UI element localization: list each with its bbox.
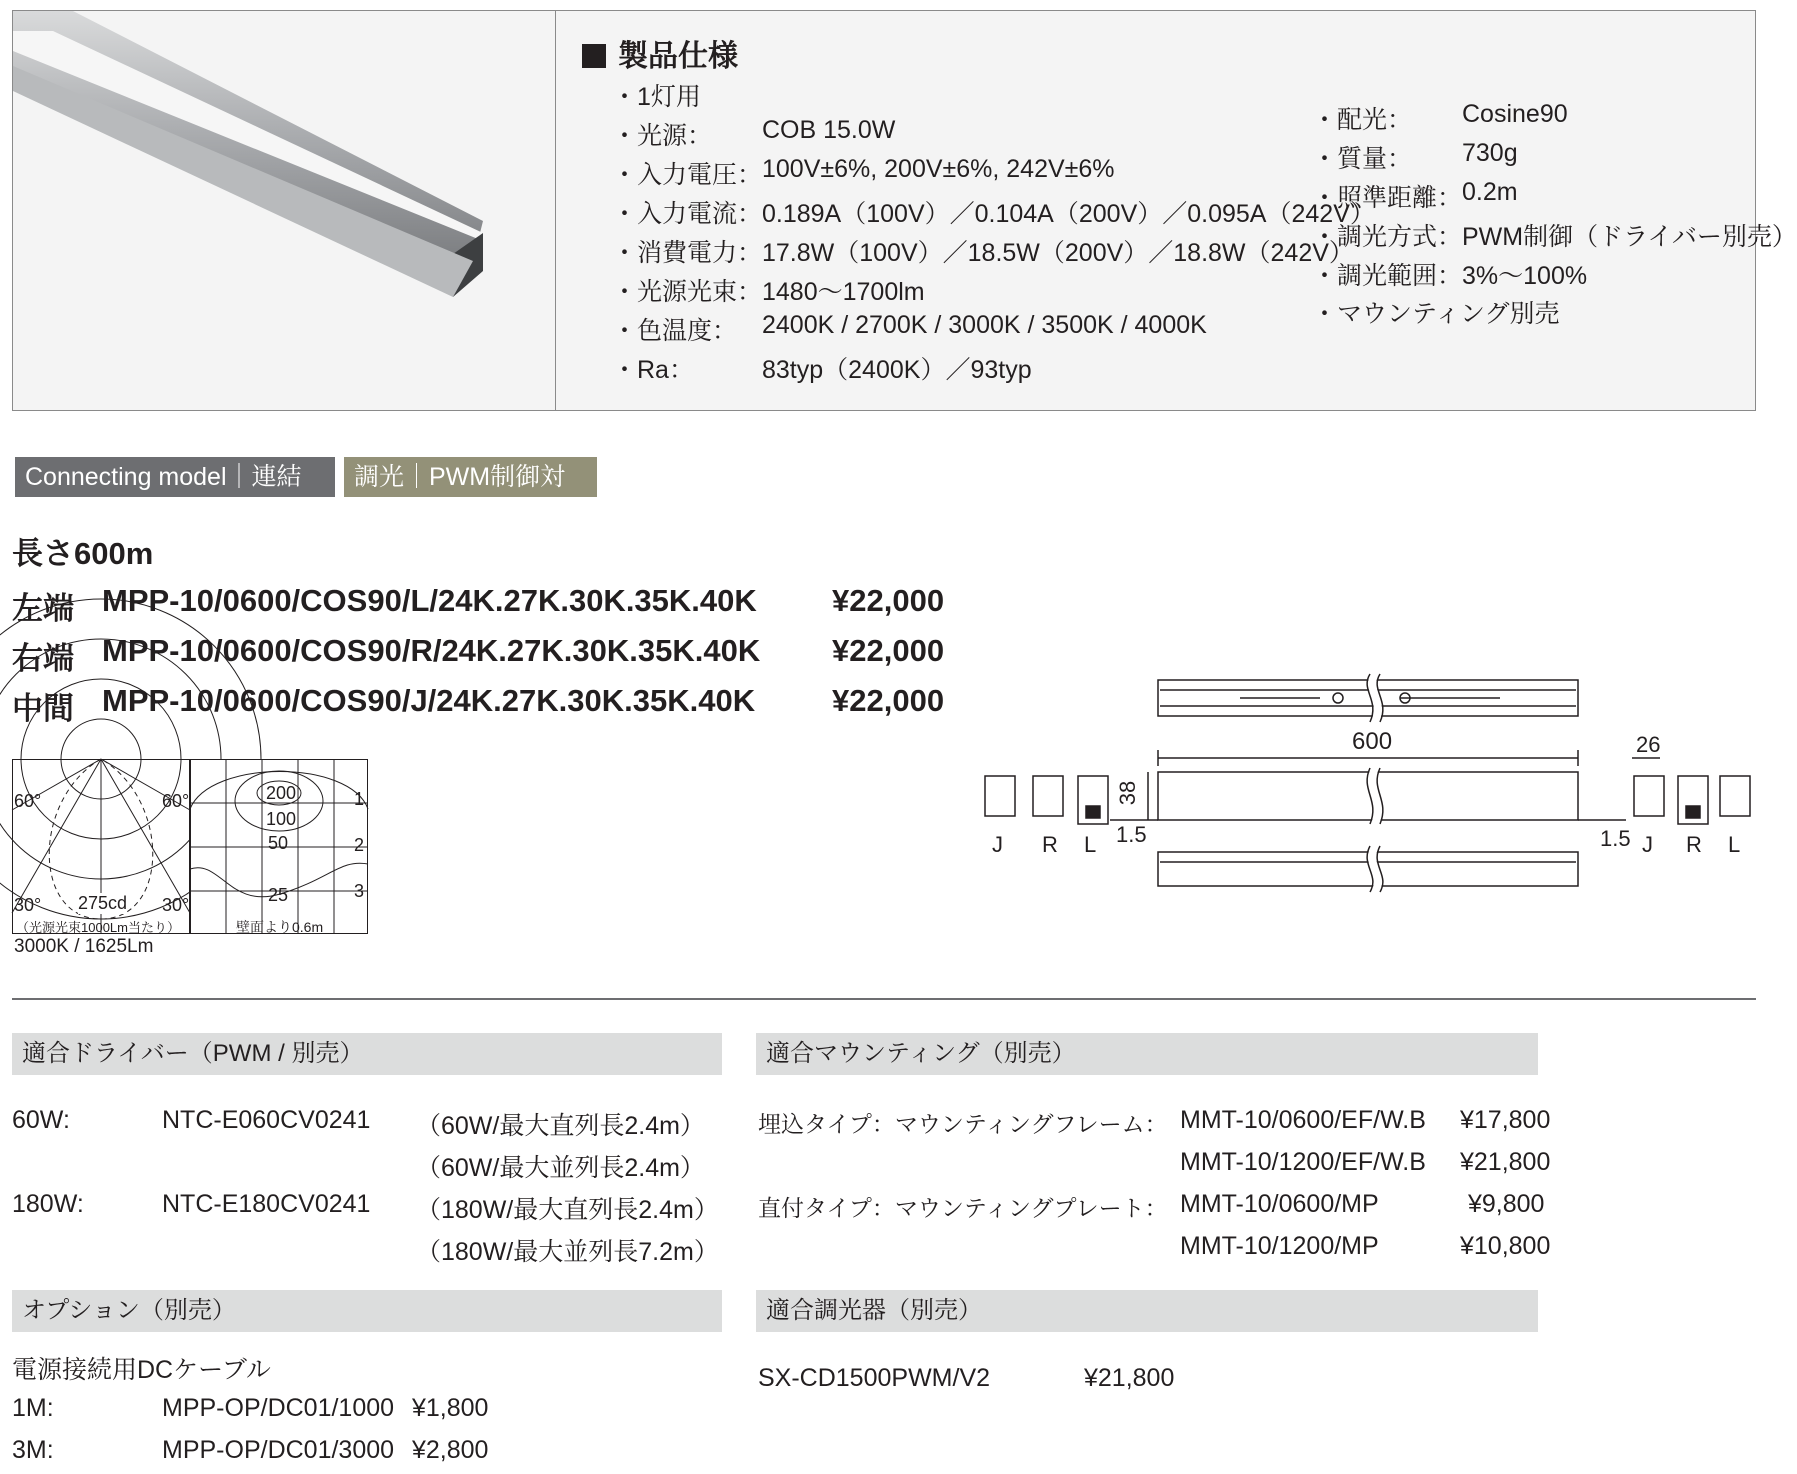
angle-left-60: 60° <box>14 791 42 811</box>
spec-key: ・Ra： <box>612 356 694 384</box>
option-1m-len: 1M: <box>12 1394 54 1422</box>
illuminance-diagram <box>190 759 370 940</box>
spec-panel <box>555 10 1797 411</box>
option-1m-price: ¥1,800 <box>412 1394 489 1422</box>
mounting-embed-price-2: ¥21,800 <box>1460 1148 1551 1176</box>
model-code: MPP-10/0600/COS90/L/24K.27K.30K.35K.40K <box>102 583 757 618</box>
luminaire-photo <box>13 11 557 412</box>
spec-value: 730g <box>1462 139 1518 167</box>
distance-3: 3 <box>354 881 365 901</box>
polar-scale: 275cd <box>78 893 128 913</box>
dimming-badge: 調光｜PWM制御対応 <box>344 457 597 497</box>
driver-60-note-1: （60W/最大直列長2.4m） <box>416 1112 705 1140</box>
square-icon <box>582 44 606 68</box>
driver-180-w: 180W: <box>12 1190 84 1218</box>
end-right-r: R <box>1686 832 1702 857</box>
model-position: 右端 <box>12 641 74 676</box>
angle-right-60: 60° <box>162 791 190 811</box>
dimmer-section-title: 適合調光器（別売） <box>756 1290 1538 1332</box>
angle-right-30: 30° <box>162 895 190 915</box>
mounting-embed-code-2: MMT-10/1200/EF/W.B <box>1180 1148 1426 1176</box>
driver-180-note-1: （180W/最大直列長2.4m） <box>416 1196 719 1224</box>
dim-gap-right: 1.5 <box>1600 826 1631 851</box>
dim-height: 38 <box>1115 780 1141 806</box>
mounting-embed-type: 埋込タイプ：マウンティングフレーム： <box>758 1111 1168 1137</box>
spec-mounting-note: ・マウンティング別売 <box>1312 300 1560 328</box>
model-row <box>12 633 992 676</box>
option-1m-code: MPP-OP/DC01/1000 <box>162 1394 395 1422</box>
model-position: 中間 <box>12 691 74 726</box>
divider <box>12 998 1756 1000</box>
spec-value: 100V±6%, 200V±6%, 242V±6% <box>762 155 1115 183</box>
contour-100: 100 <box>266 809 297 829</box>
connecting-model-badge: Connecting model｜連結用 <box>15 457 335 497</box>
spec-value: 3%〜100% <box>1462 262 1588 290</box>
model-row <box>12 683 992 726</box>
spec-key: ・配光： <box>1312 106 1413 134</box>
spec-value: 1480〜1700lm <box>762 278 925 306</box>
dim-gap-left: 1.5 <box>1116 822 1147 847</box>
spec-value: 2400K / 2700K / 3000K / 3500K / 4000K <box>762 311 1207 339</box>
polar-note: （光源光束1000Lm当たり） <box>16 920 180 935</box>
spec-value: 0.189A（100V）／0.104A（200V）／0.095A（242V） <box>762 200 1375 228</box>
spec-usage: ・1灯用 <box>612 83 701 111</box>
dimension-drawing <box>980 670 1750 915</box>
option-3m-price: ¥2,800 <box>412 1436 489 1464</box>
spec-key: ・質量： <box>1312 145 1413 173</box>
end-right-j: J <box>1642 832 1653 857</box>
spec-key: ・光源光束： <box>612 278 763 306</box>
end-left-j: J <box>992 832 1003 857</box>
spec-key: ・光源： <box>612 122 713 150</box>
end-left-l: L <box>1084 832 1097 857</box>
spec-key: ・調光方式： <box>1312 223 1463 251</box>
driver-60-w: 60W: <box>12 1106 70 1134</box>
spec-value: 0.2m <box>1462 178 1518 206</box>
product-photo <box>12 10 556 411</box>
model-price: ¥22,000 <box>832 583 945 618</box>
contour-50: 50 <box>268 833 289 853</box>
option-section-title: オプション（別売） <box>12 1290 722 1332</box>
option-3m-code: MPP-OP/DC01/3000 <box>162 1436 395 1464</box>
dimmer-code: SX-CD1500PWM/V2 <box>758 1364 991 1392</box>
spec-key: ・色温度： <box>612 317 738 345</box>
dim-width: 26 <box>1636 732 1661 757</box>
length-title: 長さ600m <box>12 536 154 571</box>
option-subtitle: 電源接続用DCケーブル <box>12 1356 271 1384</box>
mounting-embed-price-1: ¥17,800 <box>1460 1106 1551 1134</box>
spec-key: ・入力電圧： <box>612 161 763 189</box>
driver-180-code: NTC-E180CV0241 <box>162 1190 371 1218</box>
model-position: 左端 <box>12 591 74 626</box>
spec-title <box>582 31 738 75</box>
driver-180-note-2: （180W/最大並列長7.2m） <box>416 1238 719 1266</box>
angle-left-30: 30° <box>14 895 42 915</box>
distance-2: 2 <box>354 835 365 855</box>
spec-key: ・入力電流： <box>612 200 763 228</box>
illuminance-note: 壁面より0.6m <box>236 919 324 935</box>
mounting-direct-code-2: MMT-10/1200/MP <box>1180 1232 1379 1260</box>
spec-key: ・消費電力： <box>612 239 763 267</box>
driver-60-note-2: （60W/最大並列長2.4m） <box>416 1154 705 1182</box>
spec-value: Cosine90 <box>1462 100 1568 128</box>
technical-drawing <box>980 670 1750 910</box>
model-price: ¥22,000 <box>832 633 945 668</box>
mounting-direct-price-2: ¥10,800 <box>1460 1232 1551 1260</box>
model-price: ¥22,000 <box>832 683 945 718</box>
photometric-caption: 3000K / 1625Lm <box>14 936 154 957</box>
spec-value: PWM制御（ドライバー別売） <box>1462 223 1797 251</box>
contour-25: 25 <box>268 885 289 905</box>
spec-key: ・照準距離： <box>1312 184 1463 212</box>
mounting-section-title: 適合マウンティング（別売） <box>756 1033 1538 1075</box>
contour-200: 200 <box>266 783 297 803</box>
mounting-embed-code-1: MMT-10/0600/EF/W.B <box>1180 1106 1426 1134</box>
model-code: MPP-10/0600/COS90/R/24K.27K.30K.35K.40K <box>102 633 761 668</box>
dimmer-price: ¥21,800 <box>1084 1364 1175 1392</box>
driver-60-code: NTC-E060CV0241 <box>162 1106 371 1134</box>
spec-value: COB 15.0W <box>762 116 896 144</box>
driver-section-title: 適合ドライバー（PWM / 別売） <box>12 1033 722 1075</box>
polar-diagram <box>12 759 192 940</box>
spec-title-text: 製品仕様 <box>618 40 738 73</box>
end-left-r: R <box>1042 832 1058 857</box>
mounting-direct-price-1: ¥9,800 <box>1468 1190 1545 1218</box>
mounting-direct-code-1: MMT-10/0600/MP <box>1180 1190 1379 1218</box>
dim-length: 600 <box>1352 728 1393 755</box>
spec-value: 83typ（2400K）／93typ <box>762 356 1032 384</box>
model-row <box>12 583 992 626</box>
end-right-l: L <box>1728 832 1741 857</box>
spec-value: 17.8W（100V）／18.5W（200V）／18.8W（242V） <box>762 239 1354 267</box>
option-3m-len: 3M: <box>12 1436 54 1464</box>
spec-key: ・調光範囲： <box>1312 262 1463 290</box>
distance-1: 1 <box>354 789 365 809</box>
model-code: MPP-10/0600/COS90/J/24K.27K.30K.35K.40K <box>102 683 756 718</box>
mounting-direct-type: 直付タイプ：マウンティングプレート： <box>758 1195 1168 1221</box>
